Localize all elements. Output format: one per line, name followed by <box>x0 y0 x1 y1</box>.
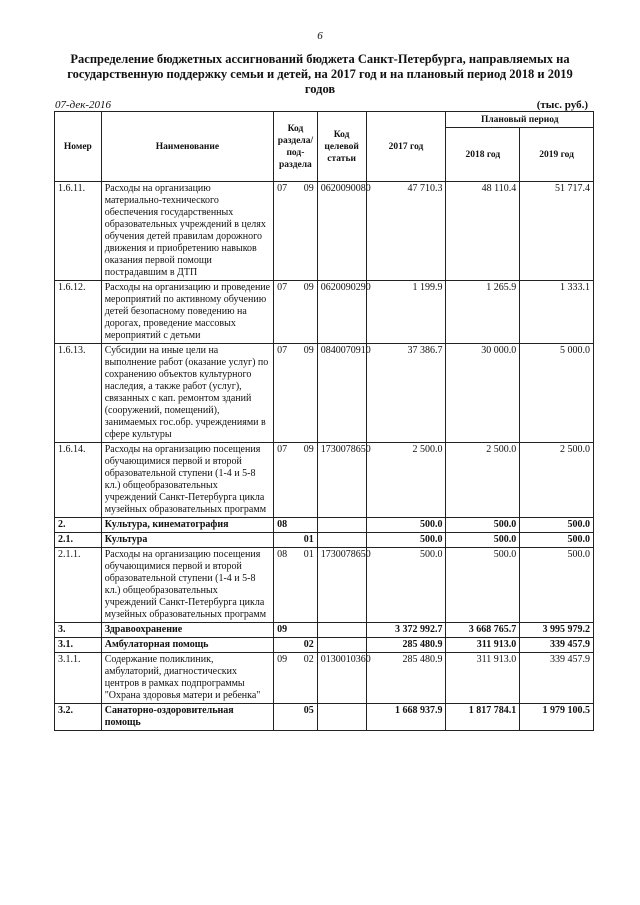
subsection-code: 01 <box>303 534 314 545</box>
cell-2017: 47 710.3 <box>366 182 446 281</box>
subsection-code: 01 <box>303 549 314 560</box>
header-planned-period: Плановый период <box>446 112 594 128</box>
cell-2018: 500.0 <box>446 548 520 623</box>
cell-2018: 311 913.0 <box>446 638 520 653</box>
cell-2019: 51 717.4 <box>520 182 594 281</box>
header-number: Номер <box>55 112 102 182</box>
cell-name: Здравоохранение <box>101 623 273 638</box>
subsection-code: 09 <box>303 282 314 293</box>
table-row <box>55 704 594 731</box>
cell-number: 2. <box>55 518 102 533</box>
cell-2018: 500.0 <box>446 518 520 533</box>
cell-2019: 1 979 100.5 <box>520 704 594 731</box>
table-row <box>55 548 594 623</box>
table-row <box>55 653 594 704</box>
section-code: 09 <box>277 654 288 665</box>
cell-2019: 500.0 <box>520 548 594 623</box>
cell-2017: 500.0 <box>366 548 446 623</box>
cell-2019: 339 457.9 <box>520 638 594 653</box>
units-label: (тыс. руб.) <box>536 99 588 111</box>
cell-name: Расходы на организацию материально-технического обеспечения государственных образовательных учреждений в целях обучения детей правилам дорожного движения и приобретению навыков оказания первой помощи пострадавшим в ДТП <box>101 182 273 281</box>
cell-section <box>274 704 318 731</box>
table-row <box>55 533 594 548</box>
subsection-code: 02 <box>303 639 314 650</box>
section-code: 07 <box>277 444 288 455</box>
cell-section <box>274 182 318 281</box>
cell-article <box>317 704 366 731</box>
cell-2019: 2 500.0 <box>520 443 594 518</box>
header-article: Код целевой статьи <box>317 112 366 182</box>
table-row <box>55 623 594 638</box>
cell-number: 1.6.14. <box>55 443 102 518</box>
cell-name: Амбулаторная помощь <box>101 638 273 653</box>
cell-2018: 1 817 784.1 <box>446 704 520 731</box>
cell-section <box>274 344 318 443</box>
subsection-code: 02 <box>303 654 314 665</box>
subsection-code: 09 <box>303 345 314 356</box>
cell-2017: 1 668 937.9 <box>366 704 446 731</box>
cell-2018: 30 000.0 <box>446 344 520 443</box>
table-row <box>55 443 594 518</box>
cell-number: 3.1.1. <box>55 653 102 704</box>
cell-2019: 5 000.0 <box>520 344 594 443</box>
cell-2019: 500.0 <box>520 518 594 533</box>
cell-name: Расходы на организацию посещения обучающимися первой и второй образовательной ступени (1-4 и 5-8 кл.) общеобразовательных учреждений Санкт-Петербурга цикла музейных образовательных программ <box>101 443 273 518</box>
cell-section <box>274 623 318 638</box>
cell-2017: 3 372 992.7 <box>366 623 446 638</box>
cell-2019: 339 457.9 <box>520 653 594 704</box>
cell-2019: 3 995 979.2 <box>520 623 594 638</box>
header-year-2019: 2019 год <box>520 128 594 182</box>
cell-2017: 285 480.9 <box>366 638 446 653</box>
header-section: Код раздела/ под-раздела <box>274 112 318 182</box>
cell-article: 1730078650 <box>317 548 366 623</box>
cell-article <box>317 623 366 638</box>
section-code: 08 <box>277 519 288 530</box>
page-number: 6 <box>317 30 323 42</box>
section-code: 07 <box>277 345 288 356</box>
cell-name: Культура <box>101 533 273 548</box>
cell-number: 3.1. <box>55 638 102 653</box>
section-code: 08 <box>277 549 288 560</box>
cell-article: 0130010360 <box>317 653 366 704</box>
cell-section <box>274 281 318 344</box>
cell-2019: 500.0 <box>520 533 594 548</box>
cell-name: Субсидии на иные цели на выполнение работ (оказание услуг) по сохранению объектов культурного наследия, а также работ (услуг), связанных с кап. ремонтом зданий (сооружений, помещений), занимаемых гос.обр. учреждениями в сфере культуры <box>101 344 273 443</box>
cell-2019: 1 333.1 <box>520 281 594 344</box>
table-row <box>55 638 594 653</box>
cell-article <box>317 518 366 533</box>
cell-name: Расходы на организацию посещения обучающимися первой и второй образовательной ступени (1-4 и 5-8 кл.) общеобразовательных учреждений Санкт-Петербурга цикла музейных образовательных программ <box>101 548 273 623</box>
document-date: 07-дек-2016 <box>55 99 112 111</box>
cell-number: 1.6.11. <box>55 182 102 281</box>
subsection-code: 09 <box>303 444 314 455</box>
section-code: 07 <box>277 183 288 194</box>
cell-2018: 3 668 765.7 <box>446 623 520 638</box>
cell-name: Содержание поликлиник, амбулаторий, диагностических центров в рамках подпрограммы "Охрана здоровья матери и ребенка" <box>101 653 273 704</box>
header-year-2018: 2018 год <box>446 128 520 182</box>
table-row <box>55 518 594 533</box>
cell-article: 0620090080 <box>317 182 366 281</box>
cell-section <box>274 443 318 518</box>
cell-number: 2.1.1. <box>55 548 102 623</box>
cell-article <box>317 533 366 548</box>
section-code: 09 <box>277 624 288 635</box>
cell-2017: 500.0 <box>366 518 446 533</box>
cell-2017: 500.0 <box>366 533 446 548</box>
cell-section <box>274 638 318 653</box>
cell-2018: 500.0 <box>446 533 520 548</box>
cell-name: Культура, кинематография <box>101 518 273 533</box>
header-name: Наименование <box>101 112 273 182</box>
cell-name: Расходы на организацию и проведение мероприятий по активному обучению детей безопасному поведению на дорогах, проведение массовых мероприятий с детьми <box>101 281 273 344</box>
cell-article: 0840070910 <box>317 344 366 443</box>
cell-2018: 1 265.9 <box>446 281 520 344</box>
table-row <box>55 182 594 281</box>
cell-2018: 311 913.0 <box>446 653 520 704</box>
cell-section <box>274 548 318 623</box>
cell-2018: 2 500.0 <box>446 443 520 518</box>
cell-number: 3.2. <box>55 704 102 731</box>
cell-2018: 48 110.4 <box>446 182 520 281</box>
cell-number: 3. <box>55 623 102 638</box>
cell-section <box>274 653 318 704</box>
cell-article: 0620090290 <box>317 281 366 344</box>
cell-2017: 285 480.9 <box>366 653 446 704</box>
cell-article: 1730078650 <box>317 443 366 518</box>
cell-number: 1.6.13. <box>55 344 102 443</box>
subsection-code: 09 <box>303 183 314 194</box>
cell-number: 2.1. <box>55 533 102 548</box>
cell-2017: 2 500.0 <box>366 443 446 518</box>
cell-article <box>317 638 366 653</box>
cell-number: 1.6.12. <box>55 281 102 344</box>
cell-section <box>274 533 318 548</box>
table-body <box>55 182 594 731</box>
table-row <box>55 281 594 344</box>
header-year-2017: 2017 год <box>366 112 446 182</box>
table-row <box>55 344 594 443</box>
cell-2017: 1 199.9 <box>366 281 446 344</box>
budget-table <box>54 111 594 731</box>
cell-name: Санаторно-оздоровительная помощь <box>101 704 273 731</box>
cell-section <box>274 518 318 533</box>
document-title: Распределение бюджетных ассигнований бюджета Санкт-Петербурга, направляемых на государственную поддержку семьи и детей, на 2017 год и на плановый период 2018 и 2019 годов <box>67 52 573 96</box>
section-code: 07 <box>277 282 288 293</box>
cell-2017: 37 386.7 <box>366 344 446 443</box>
subsection-code: 05 <box>303 705 314 716</box>
